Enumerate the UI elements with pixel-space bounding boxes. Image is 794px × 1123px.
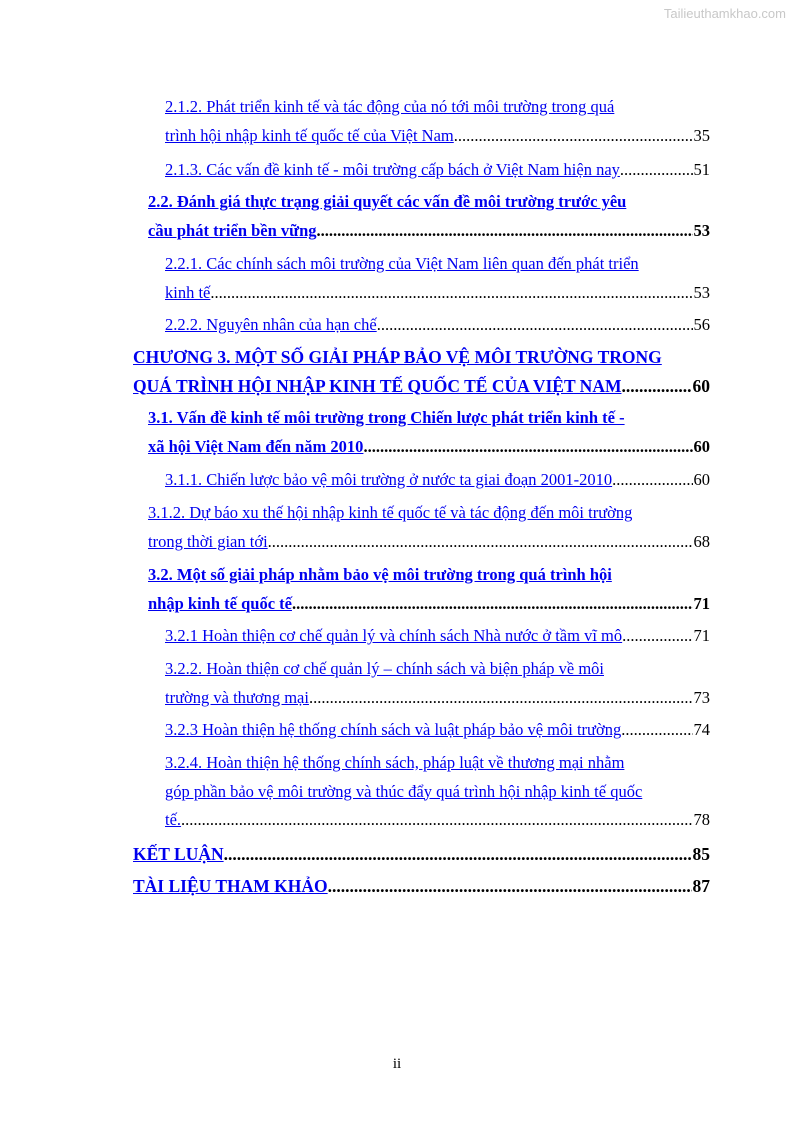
leader-dots — [622, 622, 692, 651]
toc-link[interactable]: 3.2.4. Hoàn thiện hệ thống chính sách, pháp luật về thương mại nhằm — [165, 753, 625, 772]
leader-dots — [181, 806, 692, 835]
leader-dots — [377, 311, 693, 340]
page-number: 60 — [692, 375, 710, 396]
toc-link[interactable]: 3.1. Vấn đề kinh tế môi trường trong Chiến lược phát triển kinh tế - — [148, 408, 625, 427]
page-number: 74 — [693, 720, 710, 739]
leader-dots — [621, 716, 692, 745]
page-number: 85 — [692, 844, 710, 864]
toc-link[interactable]: 2.2. Đánh giá thực trạng giải quyết các vấn đề môi trường trước yêu — [148, 192, 627, 211]
toc-link[interactable]: trong thời gian tới — [148, 531, 268, 551]
page-number: 78 — [693, 810, 710, 829]
leader-dots — [328, 872, 692, 901]
page-number: 87 — [692, 876, 710, 896]
toc-entry-conclusion[interactable] — [133, 840, 710, 869]
page-number: 73 — [693, 687, 710, 707]
toc-link[interactable]: kinh tế — [165, 282, 211, 302]
leader-dots — [621, 372, 691, 401]
page-number: 56 — [693, 315, 710, 334]
toc-link[interactable]: 2.2.2. Nguyên nhân của hạn chế — [165, 315, 377, 334]
toc-entry-2-1-3[interactable] — [165, 156, 710, 185]
page-number: 35 — [693, 125, 710, 145]
toc-link[interactable]: tế. — [165, 810, 182, 829]
toc-link[interactable]: TÀI LIỆU THAM KHẢO — [133, 876, 328, 896]
page-number: 60 — [693, 470, 710, 489]
leader-dots — [612, 466, 692, 495]
leader-dots — [309, 684, 693, 713]
leader-dots — [620, 156, 693, 185]
toc-link[interactable]: 2.1.3. Các vấn đề kinh tế - môi trường cấp bách ở Việt Nam hiện nay — [165, 160, 620, 179]
toc-link[interactable]: trình hội nhập kinh tế quốc tế của Việt Nam — [165, 125, 454, 145]
toc-link[interactable]: xã hội Việt Nam đến năm 2010 — [148, 436, 364, 456]
toc-link[interactable]: 3.2.1 Hoàn thiện cơ chế quản lý và chính sách Nhà nước ở tầm vĩ mô — [165, 626, 623, 645]
page-number: 60 — [693, 436, 710, 456]
page-number: 71 — [693, 593, 710, 613]
toc-link[interactable]: 3.2.2. Hoàn thiện cơ chế quản lý – chính sách và biện pháp về môi — [165, 659, 604, 678]
toc-entry-3-2-1[interactable] — [165, 622, 710, 651]
toc-entry-3-1-2[interactable] — [148, 499, 710, 556]
watermark: Tailieuthamkhao.com — [663, 6, 786, 21]
toc-link[interactable]: nhập kinh tế quốc tế — [148, 593, 292, 613]
leader-dots — [210, 279, 692, 308]
toc-link[interactable]: 3.2.3 Hoàn thiện hệ thống chính sách và luật pháp bảo vệ môi trường — [165, 720, 622, 739]
toc-link[interactable]: trường và thương mại — [165, 687, 309, 707]
leader-dots — [292, 590, 693, 619]
toc-entry-3-2-3[interactable] — [165, 716, 710, 745]
leader-dots — [224, 840, 692, 869]
leader-dots — [363, 433, 692, 462]
toc-link[interactable]: cầu phát triển bền vững — [148, 220, 317, 240]
page-number: 53 — [693, 220, 710, 240]
toc-link[interactable]: KẾT LUẬN — [133, 844, 224, 864]
toc-entry-2-2[interactable] — [148, 188, 710, 245]
toc-entry-2-2-2[interactable] — [165, 311, 710, 340]
toc-entry-3-1[interactable] — [148, 404, 710, 461]
toc-link[interactable]: 3.1.1. Chiến lược bảo vệ môi trường ở nước ta giai đoạn 2001-2010 — [165, 470, 613, 489]
leader-dots — [268, 528, 693, 557]
page-footer-number: ii — [392, 1056, 402, 1072]
toc-entry-2-1-2[interactable] — [165, 93, 710, 150]
toc-entry-3-2-4[interactable] — [165, 749, 710, 835]
leader-dots — [317, 217, 693, 246]
toc-link[interactable]: 2.2.1. Các chính sách môi trường của Việt Nam liên quan đến phát triển — [165, 254, 639, 273]
toc-entry-2-2-1[interactable] — [165, 250, 710, 307]
toc-link[interactable]: 3.2. Một số giải pháp nhằm bảo vệ môi trường trong quá trình hội — [148, 565, 612, 584]
toc-entry-references[interactable] — [133, 872, 710, 901]
toc-link[interactable]: QUÁ TRÌNH HỘI NHẬP KINH TẾ QUỐC TẾ CỦA VIỆT NAM — [133, 375, 622, 396]
toc-link[interactable]: 3.1.2. Dự báo xu thế hội nhập kinh tế quốc tế và tác động đến môi trường — [148, 503, 633, 522]
toc-entry-3-2-2[interactable] — [165, 655, 710, 712]
toc-entry-chapter-3[interactable] — [133, 343, 710, 400]
page-number: 53 — [693, 282, 710, 302]
page-number: 71 — [693, 626, 710, 645]
page-number: 68 — [693, 531, 710, 551]
toc-link[interactable]: 2.1.2. Phát triển kinh tế và tác động của nó tới môi trường trong quá — [165, 97, 615, 116]
toc-link[interactable]: CHƯƠNG 3. MỘT SỐ GIẢI PHÁP BẢO VỆ MÔI TRƯỜNG TRONG — [133, 347, 662, 367]
toc-entry-3-1-1[interactable] — [165, 466, 710, 495]
toc-link[interactable]: góp phần bảo vệ môi trường và thúc đẩy quá trình hội nhập kinh tế quốc — [165, 781, 643, 801]
leader-dots — [454, 122, 693, 151]
page-number: 51 — [693, 160, 710, 179]
toc-entry-3-2[interactable] — [148, 561, 710, 618]
